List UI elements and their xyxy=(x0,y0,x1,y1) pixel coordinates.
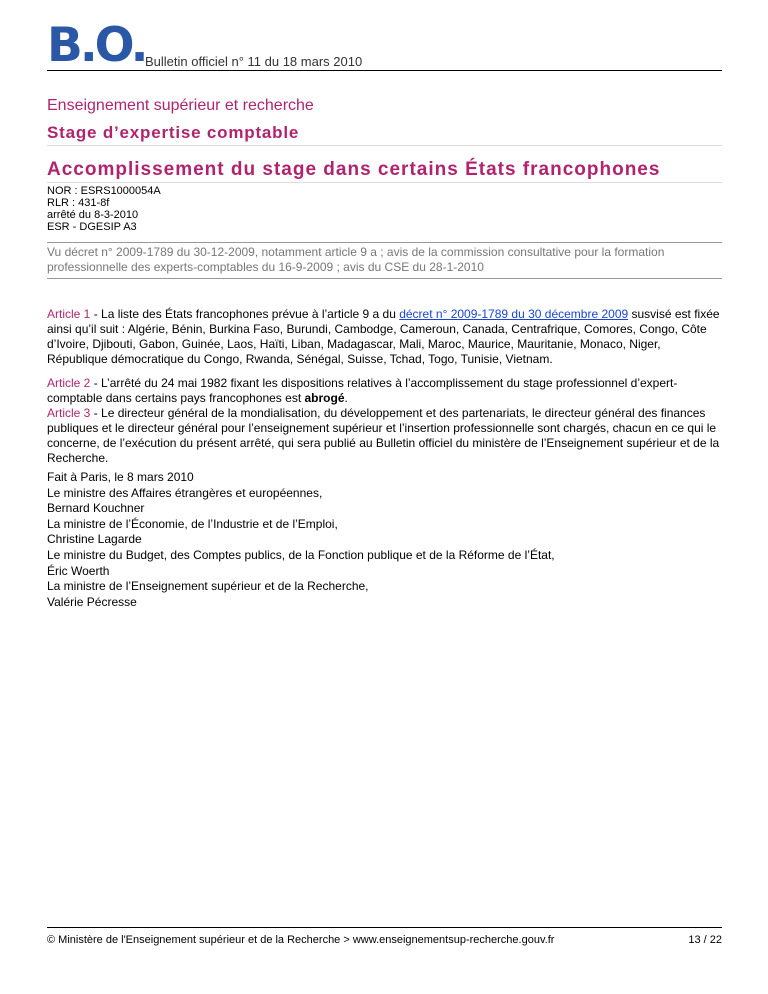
page-header xyxy=(47,18,722,73)
page-number: 13 / 22 xyxy=(688,934,722,946)
signature-line: Bernard Kouchner xyxy=(47,501,145,516)
section-heading: Enseignement supérieur et recherche xyxy=(47,97,314,114)
article-2-end: . xyxy=(344,391,348,405)
reference-block xyxy=(47,185,161,233)
article-1-text-before: - La liste des États francophones prévue à l’article 9 a du xyxy=(90,307,400,321)
arrete-date: arrêté du 8-3-2010 xyxy=(47,209,139,221)
signature-block xyxy=(47,470,555,610)
article-1-text-after: susvisé est fixée ainsi qu’il suit : Algérie, Bénin, Burkina Faso, Burundi, Cambodge, Cameroun, Canada, Centrafrique, Comores, Congo, Côte d’Ivoire, Djibouti, Gabon, Guinée, Laos, Haïti, Liban, Madagascar, Mali, Maroc, Maurice, Mauritanie, Monaco, Niger, République démocratique du Congo, Rwanda, Sénégal, Suisse, Tchad, Togo, Tunisie, Vietnam. xyxy=(47,307,720,366)
subsection-heading: Stage d’expertise comptable xyxy=(47,123,722,146)
article-2 xyxy=(47,376,722,406)
preamble: Vu décret n° 2009-1789 du 30-12-2009, notamment article 9 a ; avis de la commission consultative pour la formation professionnelle des experts-comptables du 16-9-2009 ; avis du CSE du 28-1-2010 xyxy=(47,242,722,279)
nor-reference: NOR : ESRS1000054A xyxy=(47,185,161,197)
page-footer xyxy=(47,927,722,948)
page-title: Accomplissement du stage dans certains États francophones xyxy=(47,159,722,183)
signature-line: Éric Woerth xyxy=(47,563,110,578)
signature-line: Valérie Pécresse xyxy=(47,594,137,609)
article-3-text: - Le directeur général de la mondialisation, du développement et des partenariats, le directeur général des finances publiques et le directeur général pour l’enseignement supérieur et l’insertion professionnelle sont chargés, chacun en ce qui le concerne, de l’exécution du présent arrêté, qui sera publié au Bulletin officiel du ministère de l’Enseignement supérieur et de la Recherche. xyxy=(47,406,720,465)
article-1 xyxy=(47,307,722,367)
signature-line: Le ministre du Budget, des Comptes publics, de la Fonction publique et de la Réforme de l’État, xyxy=(47,547,555,562)
rlr-reference: RLR : 431-8f xyxy=(47,197,110,209)
article-3-label: Article 3 xyxy=(47,406,91,420)
article-1-label: Article 1 xyxy=(47,307,91,321)
article-2-text: - L’arrêté du 24 mai 1982 fixant les dispositions relatives à l’accomplissement du stage professionnel d’expert-comptable dans certains pays francophones est xyxy=(47,376,678,405)
bulletin-title: Bulletin officiel n° 11 du 18 mars 2010 xyxy=(145,54,363,69)
signature-line: Fait à Paris, le 8 mars 2010 xyxy=(47,470,194,484)
abroge-word: abrogé xyxy=(304,391,345,405)
signature-line: Le ministre des Affaires étrangères et européennes, xyxy=(47,485,323,500)
decree-link[interactable]: décret n° 2009-1789 du 30 décembre 2009 xyxy=(399,307,629,321)
article-3 xyxy=(47,406,722,466)
signature-line: Christine Lagarde xyxy=(47,532,142,547)
article-2-label: Article 2 xyxy=(47,376,91,390)
signature-line: La ministre de l’Enseignement supérieur et de la Recherche, xyxy=(47,579,369,594)
footer-copyright: © Ministère de l'Enseignement supérieur et de la Recherche > www.enseignementsup-recherche.gouv.fr xyxy=(47,934,555,946)
signature-line: La ministre de l’Économie, de l’Industrie et de l’Emploi, xyxy=(47,516,338,531)
esr-reference: ESR - DGESIP A3 xyxy=(47,221,137,233)
bo-logo: B.O. xyxy=(47,18,146,73)
